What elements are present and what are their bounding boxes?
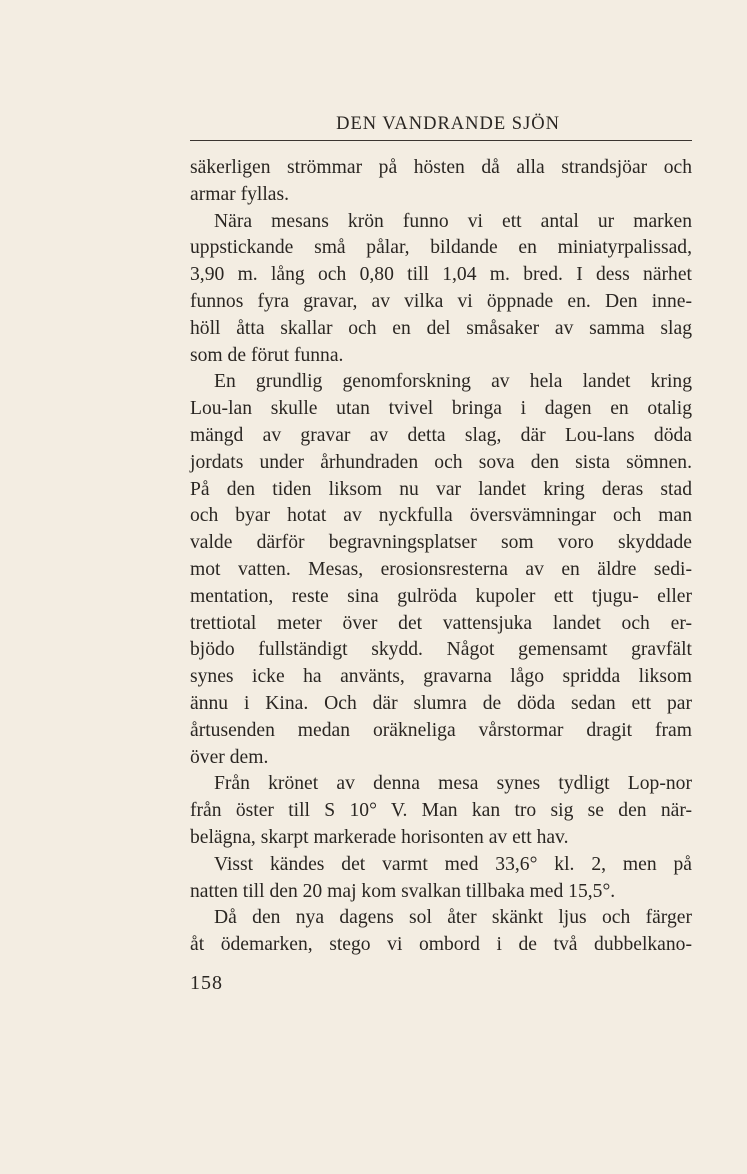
text-line: från öster till S 10° V. Man kan tro sig se den när-	[190, 800, 692, 822]
text-line: belägna, skarpt markerade horisonten av ett hav.	[190, 826, 569, 848]
text-line: mängd av gravar av detta slag, där Lou-lans döda	[190, 424, 692, 446]
text-line: En grundlig genomforskning av hela landet kring	[214, 371, 692, 393]
text-line: 3,90 m. lång och 0,80 till 1,04 m. bred. I dess närhet	[190, 264, 692, 286]
text-line: och byar hotat av nyckfulla översvämningar och man	[190, 505, 692, 527]
page-number: 158	[190, 972, 223, 994]
text-line: synes icke ha använts, gravarna lågo spridda liksom	[190, 666, 692, 688]
text-line: jordats under århundraden och sova den sista sömnen.	[190, 451, 692, 473]
text-line: Lou-lan skulle utan tvivel bringa i dagen en otalig	[190, 398, 692, 420]
text-line: Från krönet av denna mesa synes tydligt Lop-nor	[214, 773, 692, 795]
text-line: På den tiden liksom nu var landet kring deras stad	[190, 478, 692, 500]
text-line: säkerligen strömmar på hösten då alla strandsjöar och	[190, 157, 692, 178]
text-line: Då den nya dagens sol åter skänkt ljus och färger	[214, 907, 692, 929]
text-line: årtusenden medan oräkneliga vårstormar dragit fram	[190, 719, 692, 741]
text-line: bjödo fullständigt skydd. Något gemensamt gravfält	[190, 639, 692, 661]
header-rule	[190, 140, 692, 141]
text-line: över dem.	[190, 746, 269, 768]
text-line: ännu i Kina. Och där slumra de döda sedan ett par	[190, 692, 692, 714]
text-line: Nära mesans krön funno vi ett antal ur marken	[214, 210, 692, 232]
text-line: armar fyllas.	[190, 183, 290, 205]
text-line: mentation, reste sina gulröda kupoler ett tjugu- eller	[190, 585, 692, 607]
text-line: valde därför begravningsplatser som voro skyddade	[190, 532, 692, 554]
text-line: höll åtta skallar och en del småsaker av samma slag	[190, 317, 692, 339]
text-line: åt ödemarken, stego vi ombord i de två dubbelkano-	[190, 934, 692, 956]
text-line: trettiotal meter över det vattensjuka landet och er-	[190, 612, 692, 634]
text-line: Visst kändes det varmt med 33,6° kl. 2, men på	[214, 853, 692, 875]
running-head: DEN VANDRANDE SJÖN	[336, 114, 560, 134]
text-line: mot vatten. Mesas, erosionsresterna av en äldre sedi-	[190, 558, 692, 580]
text-line: funnos fyra gravar, av vilka vi öppnade en. Den inne-	[190, 290, 692, 312]
text-line: natten till den 20 maj kom svalkan tillbaka med 15,5°.	[190, 880, 616, 902]
text-line: som de förut funna.	[190, 344, 344, 366]
page-header	[190, 112, 692, 136]
text-line: uppstickande små pålar, bildande en miniatyrpalissad,	[190, 237, 692, 259]
body-text	[190, 155, 692, 959]
